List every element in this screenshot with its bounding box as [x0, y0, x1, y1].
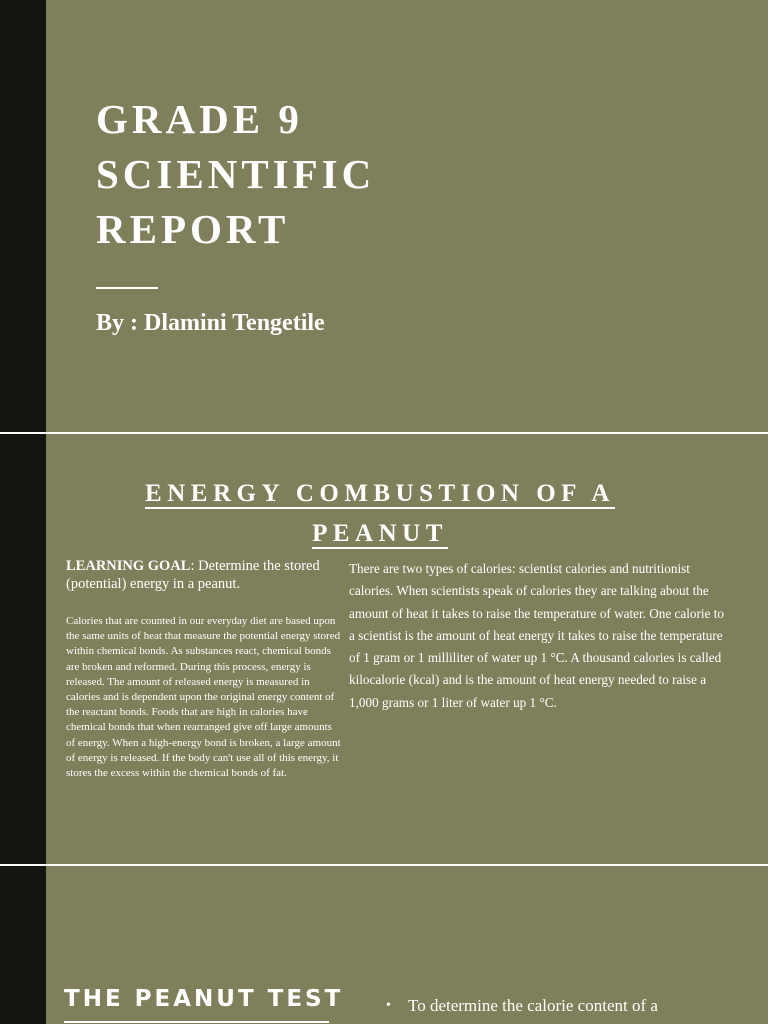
calorie-types-paragraph: There are two types of calories: scientist calories and nutritionist calories. When scientists speak of calories they are talking about the amount of heat it takes to raise the temperature of water. One calorie to a scientist is the amount of heat energy it takes to raise the temperature of 1 gram or 1 milliliter of water up 1 °C. A thousand calories is called kilocalorie (kcal) and is the amount of heat energy needed to raise a 1,000 grams or 1 liter of water up 1 °C.: [349, 561, 724, 710]
author-byline: By : Dlamini Tengetile: [96, 310, 325, 336]
report-title-line: SCIENTIFIC: [96, 151, 376, 197]
section-title: [110, 474, 650, 554]
bullet-text: To determine the calorie content of a: [408, 996, 658, 1015]
learning-goal-label: LEARNING GOAL: [66, 558, 191, 574]
peanut-test-bullets: [386, 994, 746, 1018]
peanut-test-title: THE PEANUT TEST: [64, 986, 344, 1012]
bullet-item: [386, 994, 746, 1018]
section-title-line: ENERGY COMBUSTION OF A: [145, 480, 615, 507]
slide-title: [0, 0, 768, 432]
bullet-dot-icon: •: [386, 998, 391, 1013]
report-title-line: GRADE 9: [96, 96, 303, 142]
peanut-test-title-underline: [64, 1021, 329, 1023]
slide-accent-stripe: [0, 434, 46, 864]
report-title-line: REPORT: [96, 206, 290, 252]
learning-goal: [66, 557, 342, 593]
slide-accent-stripe: [0, 0, 46, 432]
section-title-line: PEANUT: [312, 520, 448, 547]
learning-goal-text: : Determine the stored (potential) energy in a peanut.: [66, 558, 320, 592]
slide-accent-stripe: [0, 866, 46, 1024]
calories-paragraph: Calories that are counted in our everyday diet are based upon the same units of heat that measure the potential energy stored within chemical bonds. As substances react, chemical bonds are broken and reformed. During this process, energy is released. The amount of released energy is measured in calories and is dependent upon the original energy content of the reactant bonds. Foods that are high in calories have chemical bonds that when rearranged give off large amounts of energy. When a high-energy bond is broken, a large amount of energy is released. If the body can't use all of this energy, it stores the excess within the chemical bonds of fat.: [66, 615, 341, 780]
title-divider: [96, 287, 158, 289]
report-title: [96, 92, 516, 257]
